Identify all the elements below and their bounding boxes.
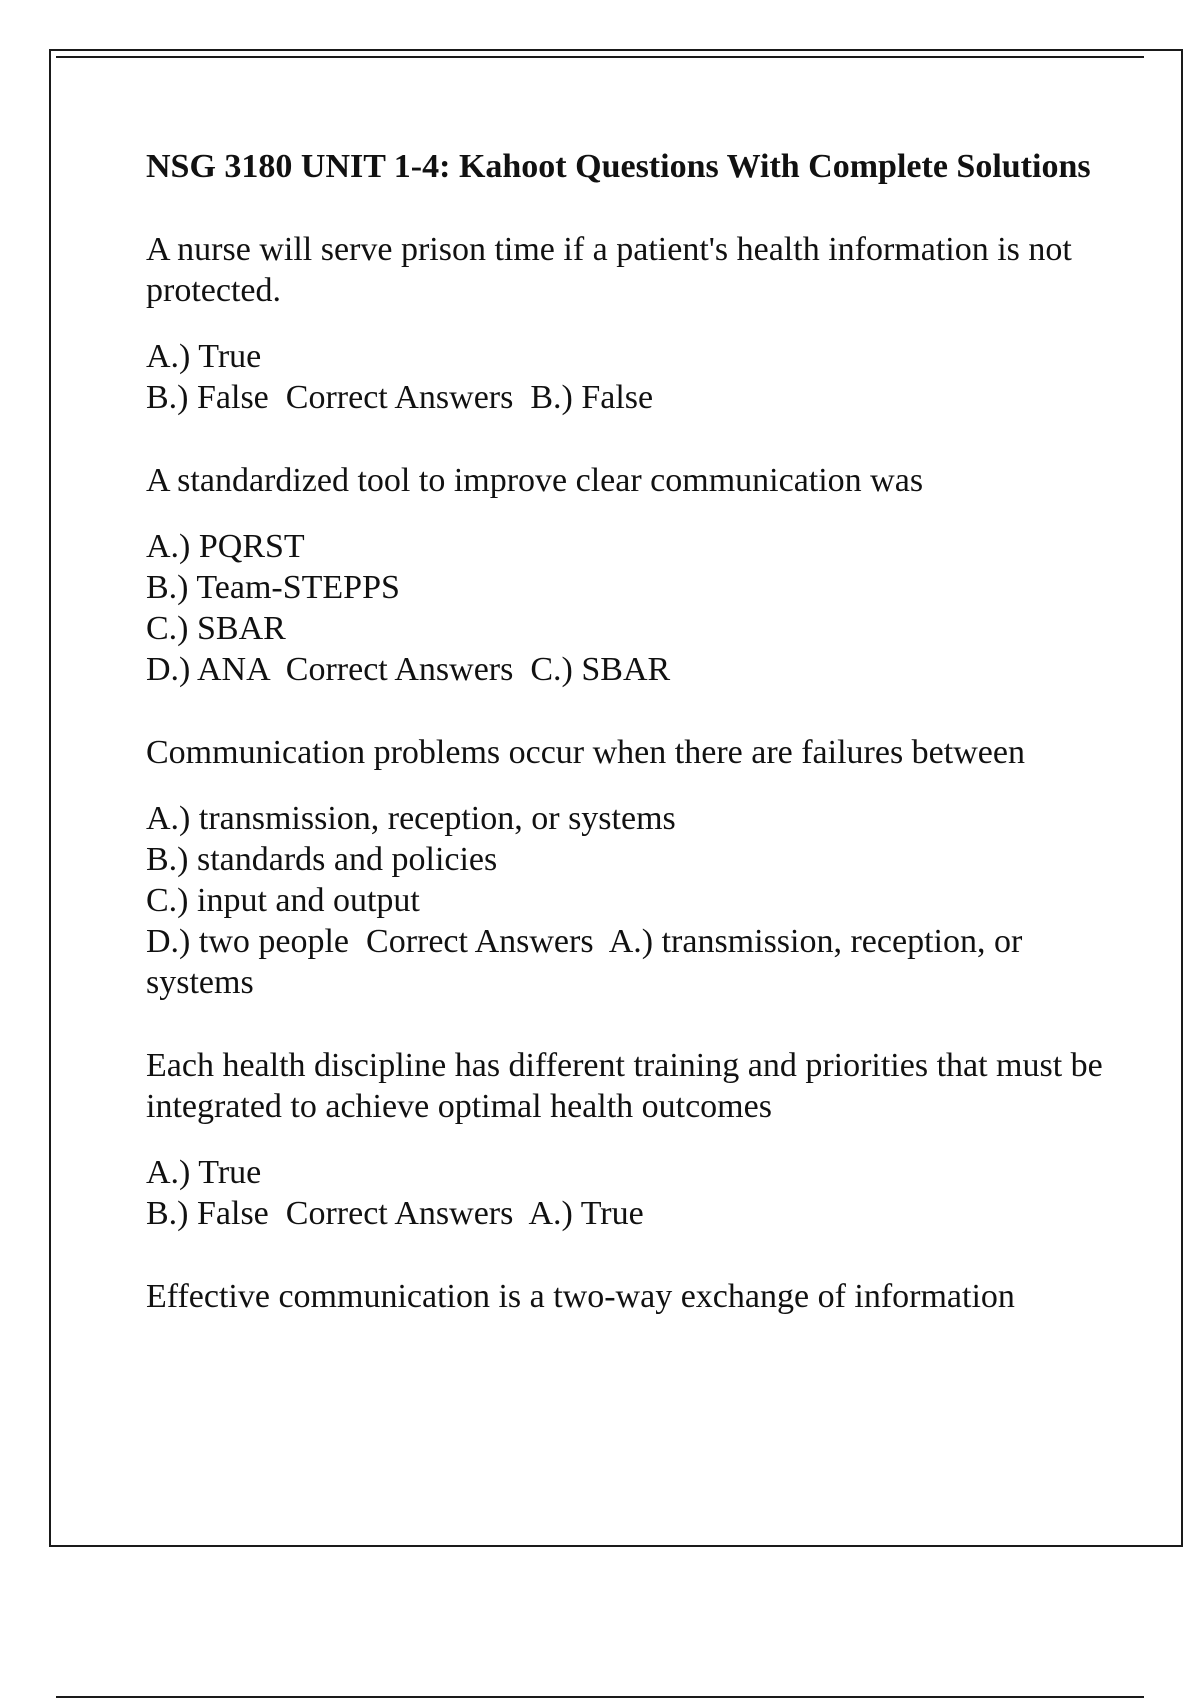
option-with-answer [146, 1193, 1106, 1234]
option: A.) True [146, 338, 262, 375]
question-block [146, 732, 1106, 1003]
option: B.) Team-STEPPS [146, 569, 400, 606]
question-text: A standardized tool to improve clear communication was [146, 462, 924, 499]
correct-answer: A.) transmission, reception, or systems [146, 923, 1031, 1001]
option: C.) input and output [146, 882, 420, 919]
option: B.) False [146, 1195, 269, 1232]
option: D.) two people [146, 923, 350, 960]
question-block [146, 1276, 1106, 1317]
option: A.) transmission, reception, or systems [146, 800, 676, 837]
option: C.) SBAR [146, 610, 286, 647]
correct-answer: A.) True [528, 1195, 644, 1232]
option: D.) ANA [146, 651, 269, 688]
option-with-answer [146, 377, 1106, 418]
option-with-answer [146, 649, 1106, 690]
question-text: Effective communication is a two-way exchange of information [146, 1278, 1015, 1315]
correct-answer: B.) False [530, 379, 654, 416]
question-block [146, 1045, 1106, 1234]
option-list [146, 1152, 1106, 1234]
question-text: A nurse will serve prison time if a patient's health information is not protected. [146, 231, 1072, 309]
correct-answers-label: Correct Answers [285, 651, 514, 688]
correct-answers-label: Correct Answers [285, 379, 514, 416]
document-title: NSG 3180 UNIT 1-4: Kahoot Questions With Complete Solutions [146, 148, 1091, 185]
option-list [146, 336, 1106, 418]
option-with-answer [146, 921, 1106, 1003]
question-text: Each health discipline has different training and priorities that must be integrated to achieve optimal health outcomes [146, 1047, 1103, 1125]
option: B.) standards and policies [146, 841, 498, 878]
correct-answers-label: Correct Answers [285, 1195, 514, 1232]
question-block [146, 229, 1106, 418]
correct-answer: C.) SBAR [530, 651, 671, 688]
correct-answers-label: Correct Answers [366, 923, 594, 960]
option-list [146, 798, 1106, 1003]
question-text: Communication problems occur when there are failures between [146, 734, 1025, 771]
option-list [146, 526, 1106, 690]
bottom-rule [56, 1696, 1144, 1698]
option: A.) True [146, 1154, 262, 1191]
document-body [146, 146, 1106, 1359]
question-block [146, 460, 1106, 690]
option: A.) PQRST [146, 528, 305, 565]
option: B.) False [146, 379, 269, 416]
